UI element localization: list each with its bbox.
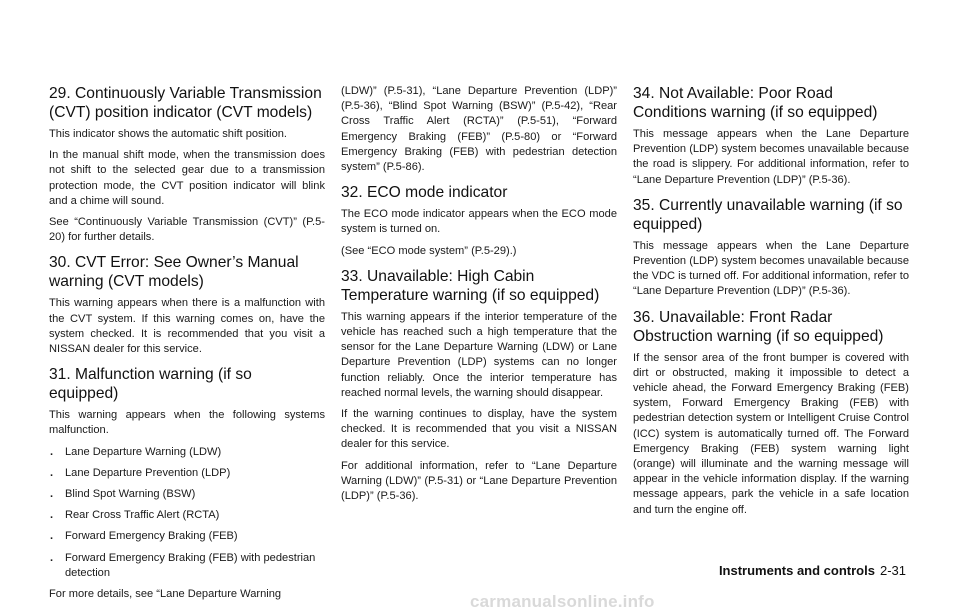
list-item: . Forward Emergency Braking (FEB): [50, 530, 238, 543]
list-item: . Blind Spot Warning (BSW): [50, 488, 196, 501]
section-34-text-1: This message appears when the Lane Departure Prevention (LDP) system becomes unavailable because the road is slippery. For additional information, refer to “Lane Departure Prevention (LDP)” (P.5-36).: [633, 128, 909, 186]
section-31-text-1: This warning appears when the following systems malfunction.: [49, 409, 325, 437]
section-34-title: 34. Not Available: Poor Road Conditions warning (if so equipped): [633, 85, 878, 121]
section-31-text-2: For more details, see “Lane Departure Warning: [49, 588, 282, 601]
column-1: [49, 84, 325, 602]
section-32-title: 32. ECO mode indicator: [341, 184, 508, 202]
page-footer: [719, 563, 906, 578]
page-number: 2-31: [879, 563, 906, 578]
section-33-title: 33. Unavailable: High Cabin Temperature warning (if so equipped): [341, 267, 600, 304]
watermark: carmanualsonline.info: [470, 592, 655, 611]
section-32-text-2: (See “ECO mode system” (P.5-29).): [341, 244, 517, 257]
section-31-continued: (LDW)” (P.5-31), “Lane Departure Prevention (LDP)” (P.5-36), “Blind Spot Warning (BSW)” (P.5-42), “Rear Cross Traffic Alert (RCTA)” (P.5-51), “Forward Emergency Braking (FEB)” (P.5-80) or “Forward Emergency Braking (FEB) with pedestrian detection system” (P.5-86).: [341, 85, 617, 174]
section-31-title: 31. Malfunction warning (if so equipped): [49, 366, 252, 403]
section-30-title: 30. CVT Error: See Owner’s Manual warning (CVT models): [49, 254, 299, 291]
malfunction-systems-list: [49, 445, 325, 581]
section-36-text-1: If the sensor area of the front bumper is covered with dirt or obstructed, making it impossible to detect a vehicle ahead, the Forward Emergency Braking (FEB) system, Forward Emergency Braking (FEB) with pedestrian detection system or Intelligent Cruise Control (ICC) system is automatically turned off. The Forward Emergency Braking (FEB) system warning light (orange) will illuminate and the warning message will appear in the vehicle information display. If the warning message appears, park the vehicle in a safe location and turn the engine off.: [633, 351, 909, 516]
section-35-text-1: This message appears when the Lane Departure Prevention (LDP) system becomes unavailable because the VDC is turned off. For additional information, refer to “Lane Departure Prevention (LDP)” (P.5-36).: [633, 239, 909, 298]
list-item: . Lane Departure Warning (LDW): [50, 445, 222, 458]
section-29-title: 29. Continuously Variable Transmission (CVT) position indicator (CVT models): [49, 85, 322, 121]
section-29-text-3: See “Continuously Variable Transmission (CVT)” (P.5-20) for further details.: [49, 216, 325, 244]
section-name: Instruments and controls: [718, 563, 875, 578]
section-33-text-2: If the warning continues to display, have the system checked. It is recommended that you visit a NISSAN dealer for this service.: [341, 408, 617, 451]
column-3: [633, 84, 909, 524]
section-29-text-1: This indicator shows the automatic shift position.: [49, 128, 288, 140]
section-36-title: 36. Unavailable: Front Radar Obstruction warning (if so equipped): [633, 308, 884, 345]
section-35-title: 35. Currently unavailable warning (if so equipped): [633, 196, 903, 233]
list-item: . Forward Emergency Braking (FEB) with pedestrian detection: [50, 551, 316, 579]
section-30-text-1: This warning appears when there is a malfunction with the CVT system. If this warning comes on, have the system checked. It is recommended that you visit a NISSAN dealer for this service.: [49, 297, 325, 356]
column-2: [341, 84, 617, 510]
section-32-text-1: The ECO mode indicator appears when the ECO mode system is turned on.: [341, 208, 617, 236]
section-33-text-1: This warning appears if the interior temperature of the vehicle has reached such a high temperature that the sensor for the Lane Departure Warning (LDW) or Lane Departure Prevention (LDP) systems can no longer function reliably. Once the interior temperature has reached normal levels, the warning should disappear.: [341, 310, 617, 399]
list-item: . Lane Departure Prevention (LDP): [50, 466, 231, 479]
section-29-text-2: In the manual shift mode, when the transmission does not shift to the selected gear due to a transmission protection mode, the CVT position indicator will blink and a chime will sound.: [49, 149, 325, 207]
list-item: . Rear Cross Traffic Alert (RCTA): [50, 509, 220, 522]
section-33-text-3: For additional information, refer to “Lane Departure Warning (LDW)” (P.5-31) or “Lane Departure Prevention (LDP)” (P.5-36).: [341, 459, 617, 503]
